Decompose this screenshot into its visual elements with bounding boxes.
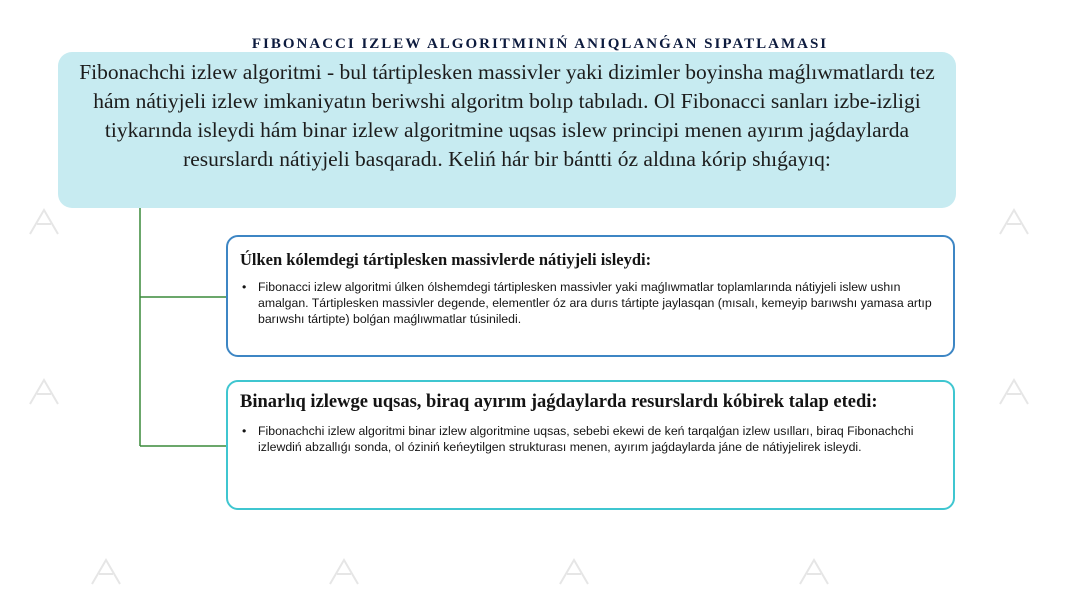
point-box-1 (226, 235, 955, 357)
point-1-heading: Úlken kólemdegi tártiplesken massivlerde nátiyjeli isleydi: (240, 250, 652, 269)
point-2-heading: Binarlıq izlewge uqsas, biraq ayırım jaǵdaylarda resurslardı kóbirek talap etedi: (240, 392, 878, 412)
slide-title: FIBONACCI IZLEW ALGORITMINIŃ ANIQLANǴAN SIPATLAMASI (251, 36, 829, 52)
intro-text: Fibonachchi izlew algoritmi - bul tártiplesken massivler yaki dizimler boyinsha maǵlıwmatlardı tez hám nátiyjeli izlew imkaniyatın beriwshi algoritm bolıp tabıladı. Ol Fibonacci sanları izbe-izligi tiykarında isleydi hám binar izlew algoritmine uqsas islew principi menen ayırım jaǵdaylarda resurslardı nátiyjeli basqaradı. Keliń hár bir bántti óz aldına kórip shıǵayıq: (79, 60, 935, 171)
point-box-2 (226, 380, 955, 510)
intro-box (58, 52, 956, 208)
point-2-bullet: • Fibonachchi izlew algoritmi binar izlew algoritmine uqsas, sebebi ekewi de keń tarqalǵan izlew usılları, biraq Fibonachchi izlewdiń abzallıǵı sonda, ol óziniń keńeytilgen strukturası menen, ayırım jaǵdaylarda jáne de nátiyjelirek isleydi. (240, 423, 941, 455)
point-1-bullet: • Fibonacci izlew algoritmi úlken ólshemdegi tártiplesken massivler yaki maǵlıwmatlar toplamlarında nátiyjeli islew ushın amalgan. Tártiplesken massivler degende, elementler óz ara durıs tártipte jaylasqan (mısalı, kemeyip barıwshı yamasa artıp barıwshı tártipte) bolǵan maǵlıwmatlar túsiniledi. (240, 279, 941, 327)
